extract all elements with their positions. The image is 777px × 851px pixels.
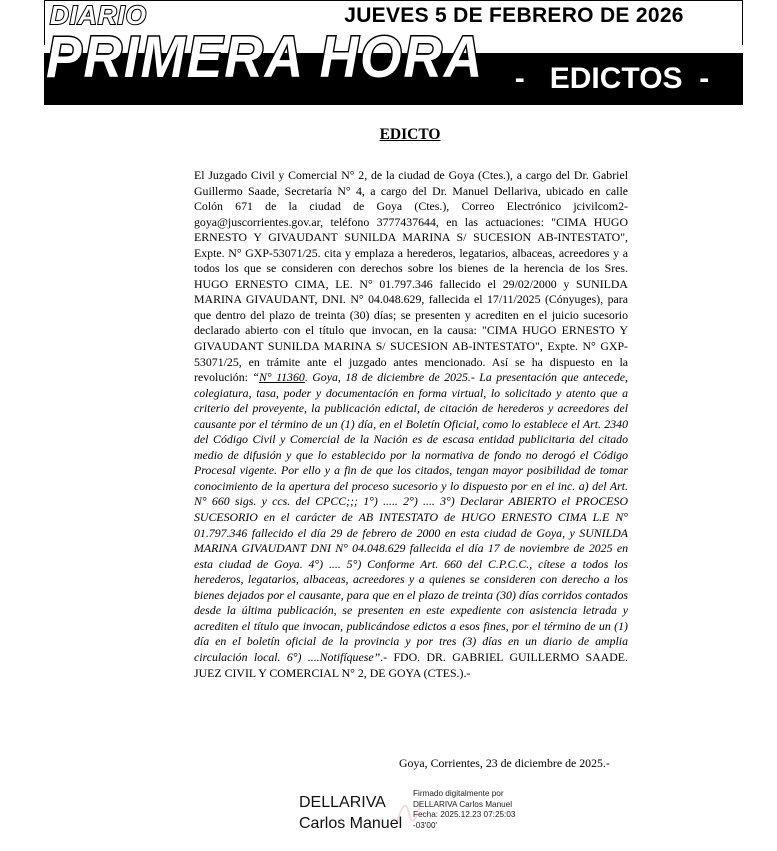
edict-heading — [0, 126, 777, 144]
signature-note-line: DELLARIVA Carlos Manuel — [413, 799, 513, 809]
resolution-body: . Goya, 18 de diciembre de 2025.- La presentación que antecede, colegiatura, tasa, poder y documentación en forma virtual, lo solicitado y atento que a criterio del proveyente, la publicación edictal, de citación de herederos y acreedores del causante por el término de un (1) día, en el Boletín Oficial, como lo establece el Art. 2340 del Código Civil y Comercial de la Nación es de escasa entidad publicitaria del citado medio de difusión y que lo establecido por la normativa de fondo no derogó el Código Procesal vigente. Por ello y a fin de que los citados, tengan mayor posibilidad de tomar conocimiento de la apertura del proceso sucesorio y lo dispuesto por en el inc. a) del Art. N° 660 sigs. y ccs. del CPCC;;; 1°) ..... 2°) .... 3°) Declarar ABIERTO el PROCESO SUCESORIO en el carácter de AB INTESTATO de HUGO ERNESTO CIMA L.E N° 01.797.346 fallecido el día 29 de febrero de 2000 en esta ciudad de Goya, y SUNILDA MARINA GIVAUDANT DNI N° 04.048.629 fallecida el día 17 de noviembre de 2025 en esta ciudad de Goya. 4°) .... 5°) Conforme Art. 660 del C.P.C.C., cítese a todos los herederos, legatarios, albaceas, acreedores y a quienes se consideren con derecho a los bienes dejados por el causante, para que en el plazo de treinta (30) días corridos contados desde la última publicación, se presenten en este expediente con asistencia letrada y acrediten el título que invocan, publicándose edictos a esos fines, por el término de un (1) día en el boletín oficial de la provincia y por tres (3) días en un diario de amplia circulación local. 6°) ....Notifíquese” — [194, 370, 628, 664]
edict-intro: El Juzgado Civil y Comercial N° 2, de la ciudad de Goya (Ctes.), a cargo del Dr. Gabriel Guillermo Saade, Secretaría N° 4, a cargo del Dr. Manuel Dellariva, ubicado en calle Colón 671 de la ciudad de Goya (Ctes.), Correo Electrónico jcivilcom2-goya@juscorrientes.gov.ar, teléfono 3777437644, en las actuaciones: "CIMA HUGO ERNESTO Y GIVAUDANT SUNILDA MARINA S/ SUCESION AB-INTESTATO", Expte. N° GXP-53071/25. cita y emplaza a herederos, legatarios, albaceas, acreedores y a todos los que se consideren con derechos sobre los bienes de la herencia de los Sres. HUGO ERNESTO CIMA, LE. N° 01.797.346 fallecido el 29/02/2000 y SUNILDA MARINA GIVAUDANT, DNI. N° 04.048.629, fallecida el 17/11/2025 (Cónyuges), para que dentro del plazo de treinta (30) días; se presenten y acrediten en el juicio sucesorio declarado abierto con el título que invocan, en la causa: "CIMA HUGO ERNESTO Y GIVAUDANT SUNILDA MARINA S/ SUCESION AB-INTESTATO", Expte. N° GXP-53071/25, en trámite ante el juzgado antes mencionado. Así se ha dispuesto en la revolución: — [194, 168, 628, 385]
closing-place-date: Goya, Corrientes, 23 de diciembre de 2025.- — [399, 756, 610, 770]
signature-note-line: Firmado digitalmente por — [413, 789, 504, 798]
signature-note-line: -03'00' — [413, 820, 438, 830]
edict-body — [194, 168, 628, 681]
signer-given-name: Carlos Manuel — [299, 815, 403, 832]
digital-signature-details — [413, 789, 515, 831]
edict-heading-text: EDICTO — [379, 126, 441, 143]
newspaper-logo-title: PRIMERA HORA — [46, 25, 485, 90]
issue-date: JUEVES 5 DE FEBRERO DE 2026 — [344, 4, 684, 27]
digital-signature-name — [299, 792, 402, 834]
section-title: - EDICTOS - — [514, 62, 710, 95]
resolution-text — [194, 370, 628, 664]
signature-note-line: Fecha: 2025.12.23 07:25:03 — [413, 810, 516, 820]
judge-signature-line: .- FDO. DR. GABRIEL GUILLERMO SAADE. JUEZ CIVIL Y COMERCIAL N° 2, DE GOYA (CTES.).- — [194, 649, 628, 680]
masthead — [44, 0, 743, 105]
masthead-diario-label: DIARIO — [50, 0, 147, 30]
signer-surname: DELLARIVA — [299, 794, 386, 811]
quote-open: “ — [252, 370, 259, 385]
resolution-number: N° 11360 — [258, 370, 305, 385]
